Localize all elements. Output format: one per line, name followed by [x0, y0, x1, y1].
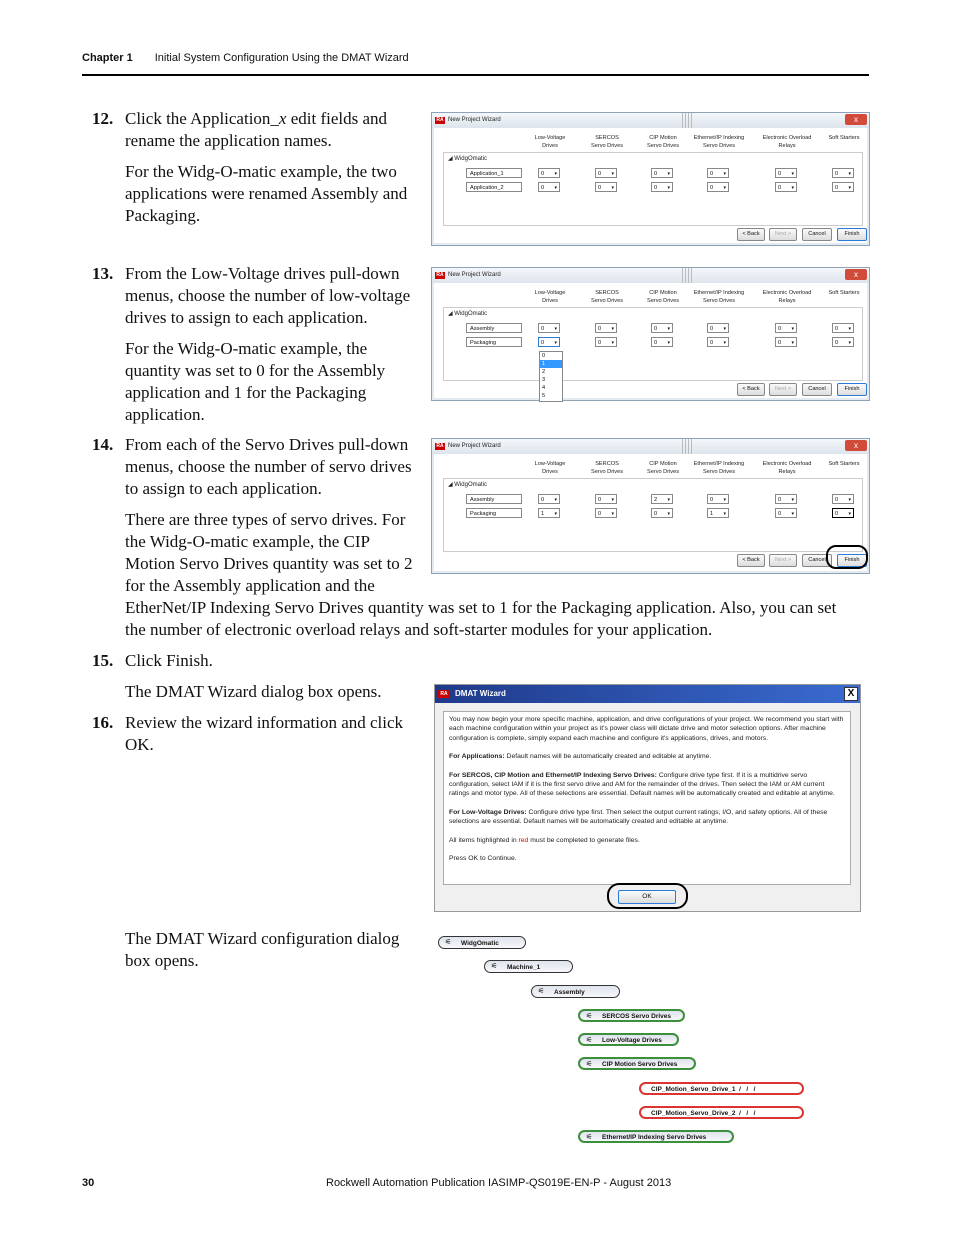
page-number: 30 — [82, 1177, 95, 1189]
step-line: Click Finish. — [125, 651, 213, 670]
step-line: OK. — [125, 735, 154, 754]
column-header: Low-Voltage Drives — [534, 135, 566, 149]
grip-icon — [682, 439, 694, 454]
running-header — [82, 52, 409, 64]
step-line: box opens. — [125, 951, 199, 970]
column-header: Low-Voltage Drives — [534, 461, 566, 475]
column-header: Ethernet/IP Indexing Servo Drives — [693, 461, 745, 475]
step-line: From each of the Servo Drives pull-down — [125, 435, 409, 454]
tree-node-cip-drive-2[interactable]: CIP_Motion_Servo_Drive_2 / / / — [639, 1106, 804, 1119]
application-name-field[interactable]: Packaging — [466, 337, 522, 347]
node-icon: ⚟ — [538, 988, 545, 995]
column-header: Electronic Overload Relays — [762, 461, 812, 475]
quantity-dropdown[interactable]: 0 ▾ — [775, 337, 797, 347]
column-header: Electronic Overload Relays — [762, 135, 812, 149]
wizard-title: New Project Wizard — [448, 272, 501, 278]
quantity-dropdown[interactable]: 0 ▾ — [775, 168, 797, 178]
quantity-dropdown[interactable]: 0 ▾ — [707, 494, 729, 504]
column-header: Electronic Overload Relays — [762, 290, 812, 304]
application-name-field[interactable]: Application_1 — [466, 168, 522, 178]
wizard-body — [434, 128, 867, 243]
step-line: The DMAT Wizard dialog box opens. — [125, 682, 382, 701]
close-icon[interactable]: x — [845, 114, 867, 125]
publication-info: Rockwell Automation Publication IASIMP-QS019E-EN-P - August 2013 — [326, 1177, 672, 1189]
new-project-wizard-dialog-1 — [431, 112, 870, 246]
tree-node-sercos[interactable]: ⚟ SERCOS Servo Drives — [578, 1009, 685, 1022]
chapter-title: Initial System Configuration Using the DMAT Wizard — [154, 52, 409, 64]
msg-paragraph: For Low-Voltage Drives: Configure drive type first. Then select the output current ratings, I/O, and safety options. All of these selections are essential. Default names will be automatically created and editable at anytime. — [449, 808, 828, 826]
finish-button[interactable]: Finish — [837, 383, 867, 396]
step-line: applications were renamed Assembly and — [125, 184, 408, 203]
step-16 — [92, 712, 422, 762]
step-line: for the Assembly application and the — [125, 576, 375, 595]
step-line: the Widg-O-matic example, the CIP — [125, 532, 370, 551]
next-button[interactable]: Next > — [769, 383, 797, 396]
quantity-dropdown[interactable]: 0 ▾ — [595, 494, 617, 504]
application-name-field[interactable]: Application_2 — [466, 182, 522, 192]
quantity-dropdown[interactable]: 0 ▾ — [538, 168, 560, 178]
column-header: CIP Motion Servo Drives — [646, 135, 680, 149]
dropdown-option[interactable]: 4 — [542, 385, 546, 391]
column-header: CIP Motion Servo Drives — [646, 461, 680, 475]
new-project-wizard-dialog-2 — [431, 267, 870, 401]
dmat-title-bar — [435, 685, 860, 703]
wizard-title: New Project Wizard — [448, 117, 501, 123]
quantity-dropdown[interactable]: 0 ▾ — [775, 323, 797, 333]
step-number: 13. — [92, 264, 114, 283]
step-line: EtherNet/IP Indexing Servo Drives quantity was set to 1 for the Packaging application. Also, you can set — [125, 598, 837, 617]
node-icon: ⚟ — [586, 1061, 593, 1068]
application-tree — [443, 478, 863, 552]
close-icon[interactable]: X — [844, 687, 858, 701]
application-tree — [443, 307, 863, 381]
quantity-dropdown[interactable]: 0 ▾ — [538, 323, 560, 333]
step-final-text — [125, 928, 425, 978]
grip-icon — [682, 268, 694, 283]
quantity-dropdown[interactable]: 0 ▾ — [538, 182, 560, 192]
ra-logo-icon: RA — [436, 117, 444, 123]
quantity-dropdown[interactable]: 0 ▾ — [832, 168, 854, 178]
step-line: menus, choose the number of low-voltage — [125, 286, 411, 305]
column-header: SERCOS Servo Drives — [590, 461, 624, 475]
close-icon[interactable]: x — [845, 440, 867, 451]
quantity-dropdown[interactable]: 2 ▾ — [651, 494, 673, 504]
tree-node-machine[interactable]: ⚟ Machine_1 — [484, 960, 573, 973]
msg-paragraph: You may now begin your more specific machine, application, and drive configurations of your project. We recommend you start with each machine configuration within your project as it's power class will dictate drive and motor selection options. After machine configuration is complete, simply expand each machine and configure it's applications, drives, and motors. — [449, 716, 844, 742]
step-line: For the Widg-O-matic example, the — [125, 339, 368, 358]
quantity-dropdown[interactable]: 0 ▾ — [595, 168, 617, 178]
cancel-button[interactable]: Cancel — [802, 228, 832, 241]
dmat-message — [443, 711, 851, 885]
quantity-dropdown[interactable]: 0 ▾ — [595, 508, 617, 518]
cancel-button[interactable]: Cancel — [802, 554, 832, 567]
step-15 — [92, 650, 422, 710]
tree-root-label: ◢ WidgOmatic — [448, 311, 487, 317]
step-number: 14. — [92, 435, 114, 454]
dropdown-option[interactable]: 2 — [542, 369, 546, 375]
column-header: Low-Voltage Drives — [534, 290, 566, 304]
column-header: Soft Starters — [828, 290, 860, 296]
column-header: CIP Motion Servo Drives — [646, 290, 680, 304]
step-line: Packaging. — [125, 206, 201, 225]
dropdown-option[interactable]: 0 — [542, 353, 546, 359]
ok-button[interactable]: OK — [618, 890, 676, 904]
quantity-dropdown[interactable]: 0 ▾ — [775, 182, 797, 192]
step-line: drives to assign to each application. — [125, 308, 368, 327]
quantity-dropdown[interactable]: 0 ▾ — [707, 168, 729, 178]
back-button[interactable]: < Back — [737, 554, 765, 567]
quantity-dropdown[interactable]: 0 ▾ — [651, 182, 673, 192]
wizard-body — [434, 454, 867, 571]
dmat-title: DMAT Wizard — [455, 689, 506, 698]
tree-node-assembly[interactable]: ⚟ Assembly — [531, 985, 620, 998]
column-header: Ethernet/IP Indexing Servo Drives — [693, 290, 745, 304]
step-line: to assign to each application. — [125, 479, 322, 498]
column-header: Soft Starters — [828, 461, 860, 467]
step-number: 15. — [92, 651, 114, 670]
wizard-title-bar — [432, 268, 869, 283]
next-button[interactable]: Next > — [769, 228, 797, 241]
tree-node-cip-drive-1[interactable]: CIP_Motion_Servo_Drive_1 / / / — [639, 1082, 804, 1095]
step-line: quantity was set to 0 for the Assembly — [125, 361, 386, 380]
wizard-title: New Project Wizard — [448, 443, 501, 449]
column-header: SERCOS Servo Drives — [590, 135, 624, 149]
step-line: Review the wizard information and click — [125, 713, 404, 732]
dropdown-list[interactable] — [539, 351, 563, 402]
wizard-body — [434, 283, 867, 398]
column-header: SERCOS Servo Drives — [590, 290, 624, 304]
highlight-circle — [607, 883, 688, 909]
quantity-dropdown[interactable]: 0 ▾ — [651, 168, 673, 178]
node-icon: ⚟ — [586, 1037, 593, 1044]
step-number: 16. — [92, 713, 114, 732]
tree-root-label: ◢ WidgOmatic — [448, 156, 487, 162]
step-line: application. — [125, 405, 205, 424]
ra-logo-icon: RA — [436, 272, 444, 278]
quantity-dropdown[interactable]: 0 ▾ — [707, 337, 729, 347]
column-header: Ethernet/IP Indexing Servo Drives — [693, 135, 745, 149]
msg-paragraph: All items highlighted in red must be completed to generate files. — [449, 836, 640, 844]
dmat-wizard-dialog — [434, 684, 861, 912]
quantity-dropdown[interactable]: 0 ▾ — [832, 182, 854, 192]
grip-icon — [682, 113, 694, 128]
node-icon: ⚟ — [586, 1134, 593, 1141]
quantity-dropdown[interactable]: 0 ▾ — [832, 323, 854, 333]
new-project-wizard-dialog-3 — [431, 438, 870, 574]
node-icon: ⚟ — [491, 963, 498, 970]
quantity-dropdown[interactable]: 0 ▾ — [707, 323, 729, 333]
step-line: The DMAT Wizard configuration dialog — [125, 929, 400, 948]
highlight-circle — [826, 545, 868, 569]
dropdown-option[interactable]: 1 — [540, 360, 562, 368]
chapter-label: Chapter 1 — [82, 52, 133, 64]
quantity-dropdown[interactable]: 0 ▾ — [775, 494, 797, 504]
quantity-dropdown[interactable]: 0 ▾ — [651, 337, 673, 347]
quantity-dropdown[interactable]: 0 ▾ — [775, 508, 797, 518]
ra-logo-icon: RA — [438, 690, 450, 698]
finish-button[interactable]: Finish — [837, 228, 867, 241]
wizard-title-bar — [432, 439, 869, 454]
quantity-dropdown[interactable]: 0 ▾ — [538, 494, 560, 504]
tree-node-ethernet-ip[interactable]: ⚟ Ethernet/IP Indexing Servo Drives — [578, 1130, 734, 1143]
application-name-field[interactable]: Assembly — [466, 323, 522, 333]
back-button[interactable]: < Back — [737, 383, 765, 396]
finish-button[interactable]: Finish — [837, 554, 867, 567]
close-icon[interactable]: x — [845, 269, 867, 280]
application-tree — [443, 152, 863, 226]
back-button[interactable]: < Back — [737, 228, 765, 241]
quantity-dropdown[interactable]: 0 ▾ — [832, 508, 854, 518]
quantity-dropdown[interactable]: 0 ▾ — [707, 182, 729, 192]
ra-logo-icon: RA — [436, 443, 444, 449]
dropdown-option[interactable]: 3 — [542, 377, 546, 383]
quantity-dropdown[interactable]: 1 ▾ — [707, 508, 729, 518]
step-13 — [92, 263, 422, 433]
dropdown-option[interactable]: 5 — [542, 393, 546, 399]
node-icon: ⚟ — [586, 1013, 593, 1020]
msg-paragraph: For Applications: Default names will be automatically created and editable at anytime. — [449, 753, 712, 761]
step-line: Motion Servo Drives quantity was set to 2 — [125, 554, 413, 573]
step-line: the number of electronic overload relays and soft-starter modules for your application. — [125, 620, 713, 639]
msg-paragraph: Press OK to Continue. — [449, 855, 517, 863]
step-line: rename the application names. — [125, 131, 332, 150]
quantity-dropdown[interactable]: 0 ▾ — [651, 508, 673, 518]
cancel-button[interactable]: Cancel — [802, 383, 832, 396]
tree-root-label: ◢ WidgOmatic — [448, 482, 487, 488]
quantity-dropdown[interactable]: 0 ▾ — [538, 337, 560, 347]
tree-node-cip-motion[interactable]: ⚟ CIP Motion Servo Drives — [578, 1057, 696, 1070]
step-number: 12. — [92, 109, 114, 128]
step-line: Click the Application_x edit fields and — [125, 109, 388, 128]
step-line: For the Widg-O-matic example, the two — [125, 162, 397, 181]
step-12 — [92, 108, 422, 238]
column-header: Soft Starters — [828, 135, 860, 141]
wizard-title-bar — [432, 113, 869, 128]
next-button[interactable]: Next > — [769, 554, 797, 567]
application-name-field[interactable]: Packaging — [466, 508, 522, 518]
tree-node-low-voltage[interactable]: ⚟ Low-Voltage Drives — [578, 1033, 679, 1046]
node-icon: ⚟ — [445, 939, 452, 946]
quantity-dropdown[interactable]: 0 ▾ — [595, 337, 617, 347]
step-line: menus, choose the number of servo drives — [125, 457, 412, 476]
application-name-field[interactable]: Assembly — [466, 494, 522, 504]
tree-node-widgomatic[interactable]: ⚟ WidgOmatic — [438, 936, 526, 949]
header-rule — [82, 74, 869, 76]
quantity-dropdown[interactable]: 1 ▾ — [538, 508, 560, 518]
quantity-dropdown[interactable]: 0 ▾ — [595, 323, 617, 333]
step-line: From the Low-Voltage drives pull-down — [125, 264, 400, 283]
step-line: There are three types of servo drives. For — [125, 510, 406, 529]
quantity-dropdown[interactable]: 0 ▾ — [832, 494, 854, 504]
msg-paragraph: For SERCOS, CIP Motion and Ethernet/IP Indexing Servo Drives: Configure drive type first. If it is a multidrive servo configuration, select IAM if it is the first servo drive and AM for the remainder of the drives. Then select the IAM or AM current ratings and motor type. All of these selections are essential. Default names will be automatically created and editable at anytime. — [449, 771, 835, 798]
quantity-dropdown[interactable]: 0 ▾ — [651, 323, 673, 333]
step-line: application and 1 for the Packaging — [125, 383, 367, 402]
quantity-dropdown[interactable]: 0 ▾ — [595, 182, 617, 192]
quantity-dropdown[interactable]: 0 ▾ — [832, 337, 854, 347]
